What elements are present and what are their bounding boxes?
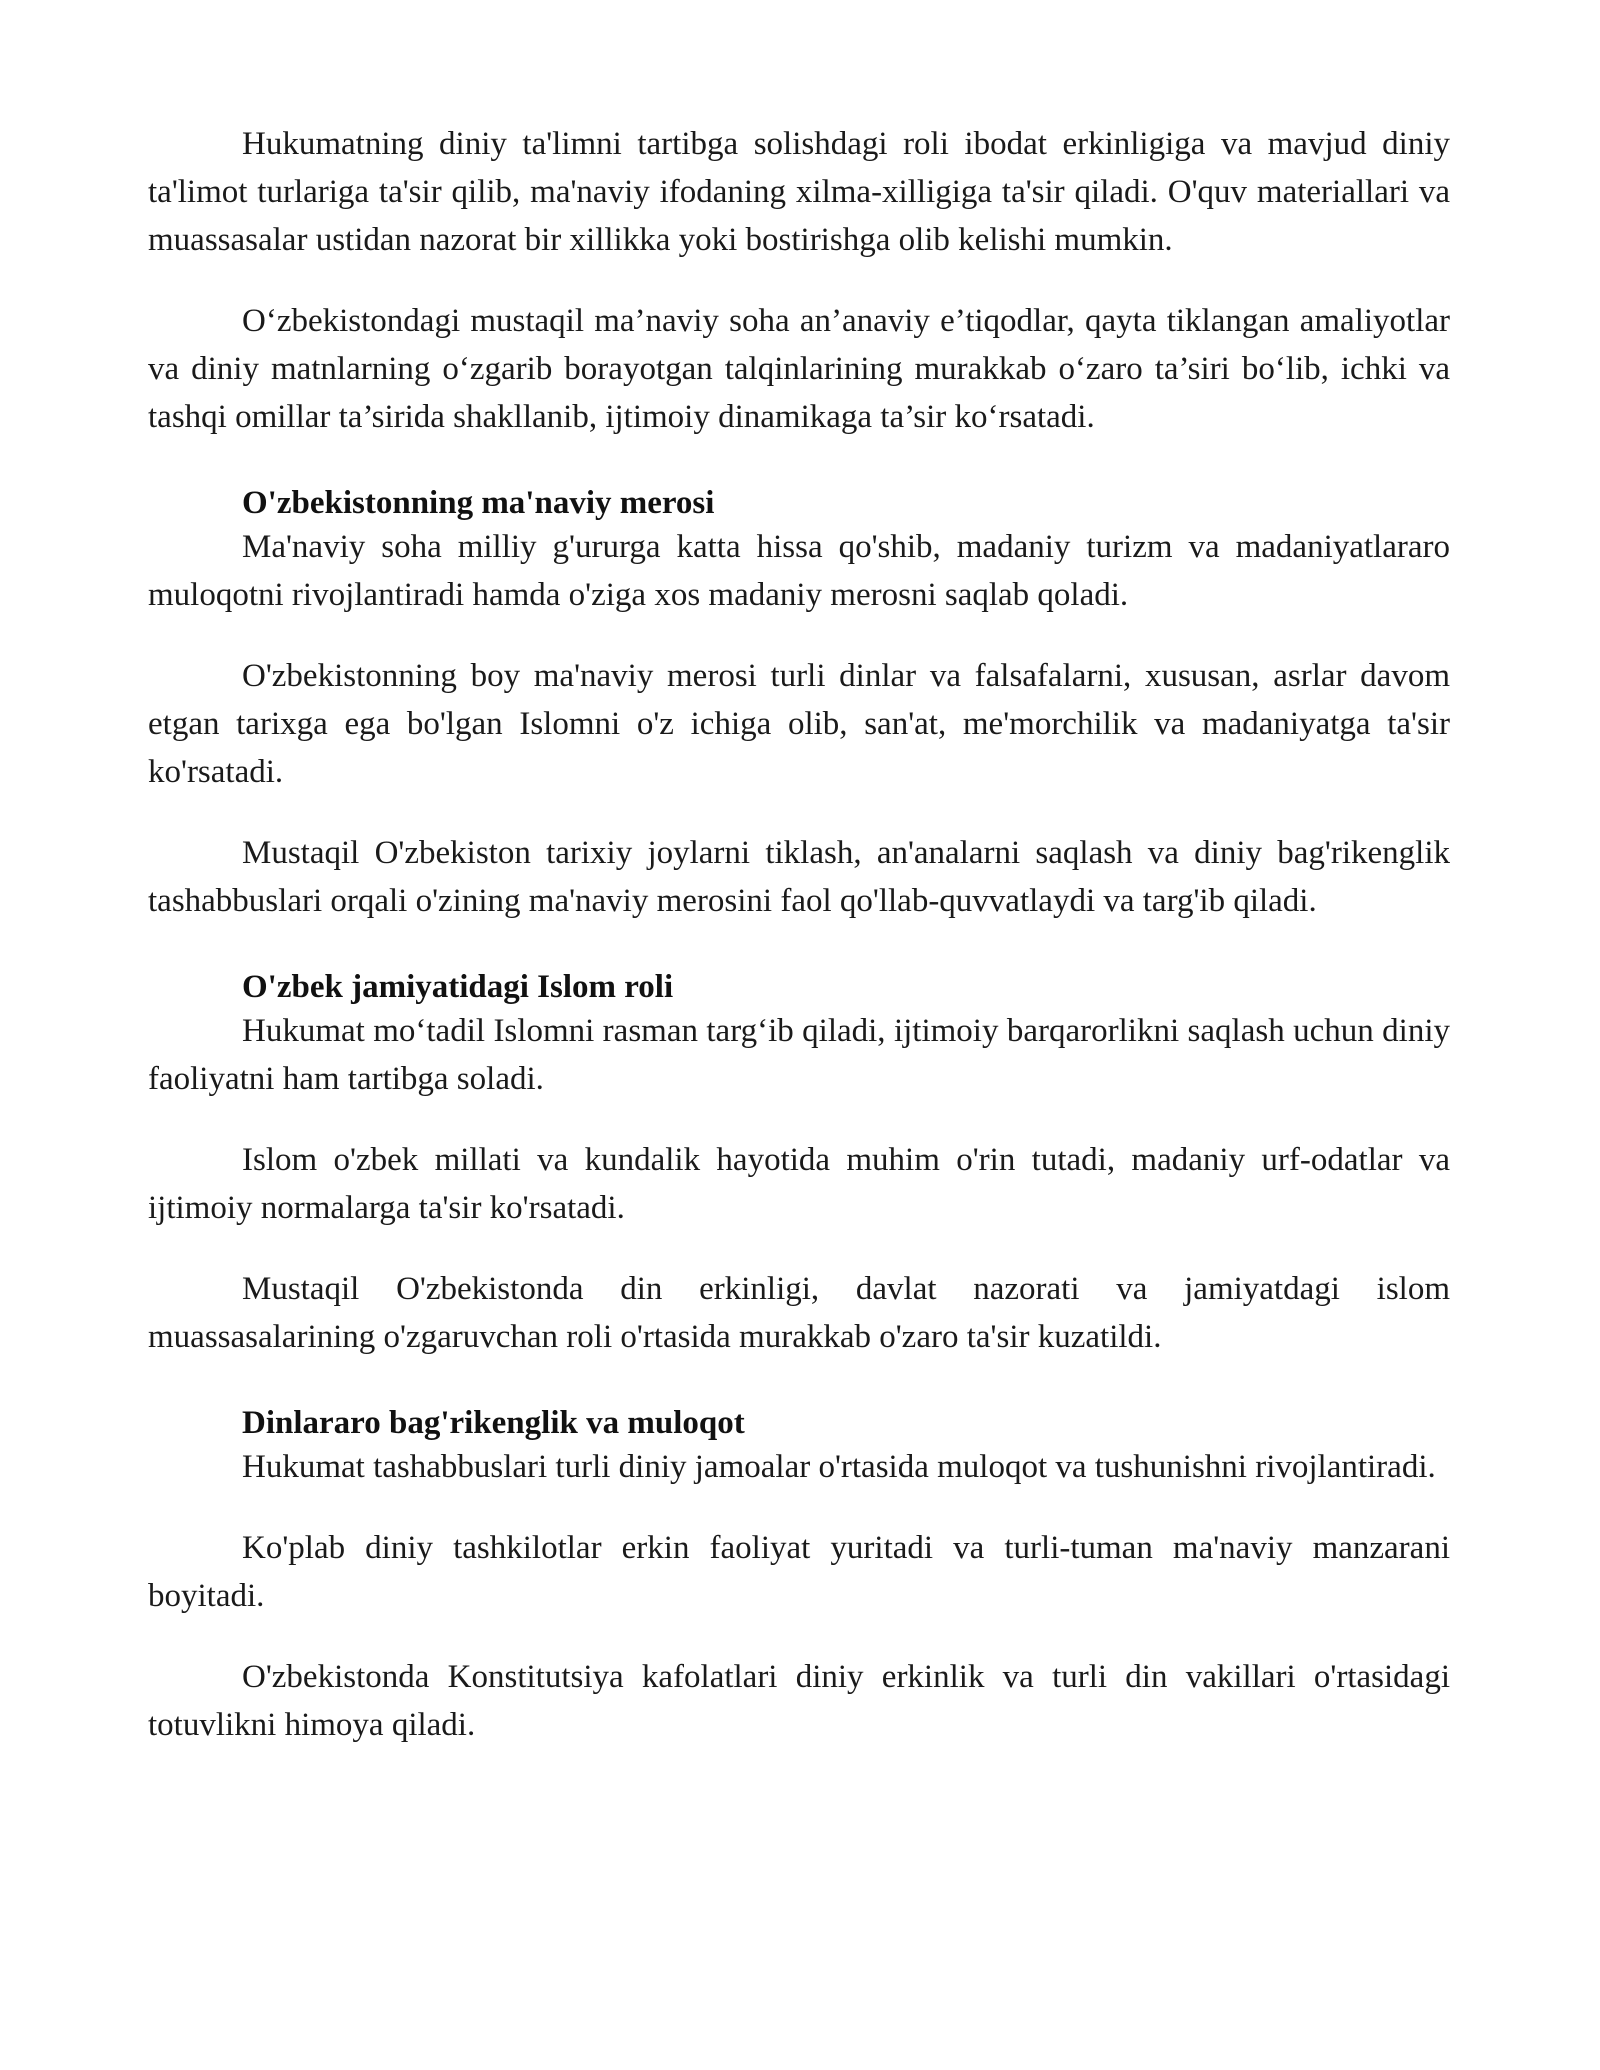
document-page — [148, 120, 1450, 1782]
section-spiritual-heritage — [148, 483, 1450, 925]
section-heading: O'zbek jamiyatidagi Islom roli — [242, 969, 674, 1005]
section-paragraph: Islom o'zbek millati va kundalik hayotida muhim o'rin tutadi, madaniy urf-odatlar va ijtimoiy normalarga ta'sir ko'rsatadi. — [148, 1142, 1450, 1226]
section-paragraph: Mustaqil O'zbekistonda din erkinligi, davlat nazorati va jamiyatdagi islom muassasalarining o'zgaruvchan roli o'rtasida murakkab o'zaro ta'sir kuzatildi. — [148, 1271, 1450, 1355]
section-paragraph: Hukumat tashabbuslari turli diniy jamoalar o'rtasida muloqot va tushunishni rivojlantiradi. — [242, 1449, 1436, 1485]
section-paragraph: O'zbekistonning boy ma'naviy merosi turli dinlar va falsafalarni, xususan, asrlar davom etgan tarixga ega bo'lgan Islomni o'z ichiga olib, san'at, me'morchilik va madaniyatga ta'sir ko'rsatadi. — [148, 658, 1450, 790]
section-paragraph: Ma'naviy soha milliy g'ururga katta hissa qo'shib, madaniy turizm va madaniyatlararo muloqotni rivojlantiradi hamda o'ziga xos madaniy merosni saqlab qoladi. — [148, 529, 1450, 613]
section-paragraph: O'zbekistonda Konstitutsiya kafolatlari diniy erkinlik va turli din vakillari o'rtasidagi totuvlikni himoya qiladi. — [148, 1659, 1450, 1743]
section-paragraph: Ko'plab diniy tashkilotlar erkin faoliyat yuritadi va turli-tuman ma'naviy manzarani boyitadi. — [148, 1530, 1450, 1614]
section-interfaith-dialogue — [148, 1403, 1450, 1749]
section-heading: O'zbekistonning ma'naviy merosi — [242, 485, 715, 521]
intro-paragraph: O‘zbekistondagi mustaqil ma’naviy soha an’anaviy e’tiqodlar, qayta tiklangan amaliyotlar va diniy matnlarning o‘zgarib borayotgan talqinlarining murakkab o‘zaro ta’siri bo‘lib, ichki va tashqi omillar ta’sirida shakllanib, ijtimoiy dinamikaga ta’sir ko‘rsatadi. — [148, 303, 1450, 435]
section-heading: Dinlararo bag'rikenglik va muloqot — [242, 1405, 745, 1441]
intro-paragraph: Hukumatning diniy ta'limni tartibga solishdagi roli ibodat erkinligiga va mavjud diniy ta'limot turlariga ta'sir qilib, ma'naviy ifodaning xilma-xilligiga ta'sir qiladi. O'quv materiallari va muassasalar ustidan nazorat bir xillikka yoki bostirishga olib kelishi mumkin. — [148, 126, 1450, 258]
section-paragraph: Mustaqil O'zbekiston tarixiy joylarni tiklash, an'analarni saqlash va diniy bag'rikenglik tashabbuslari orqali o'zining ma'naviy merosini faol qo'llab-quvvatlaydi va targ'ib qiladi. — [148, 835, 1450, 919]
section-role-of-islam — [148, 967, 1450, 1361]
section-paragraph: Hukumat mo‘tadil Islomni rasman targ‘ib qiladi, ijtimoiy barqarorlikni saqlash uchun diniy faoliyatni ham tartibga soladi. — [148, 1013, 1450, 1097]
